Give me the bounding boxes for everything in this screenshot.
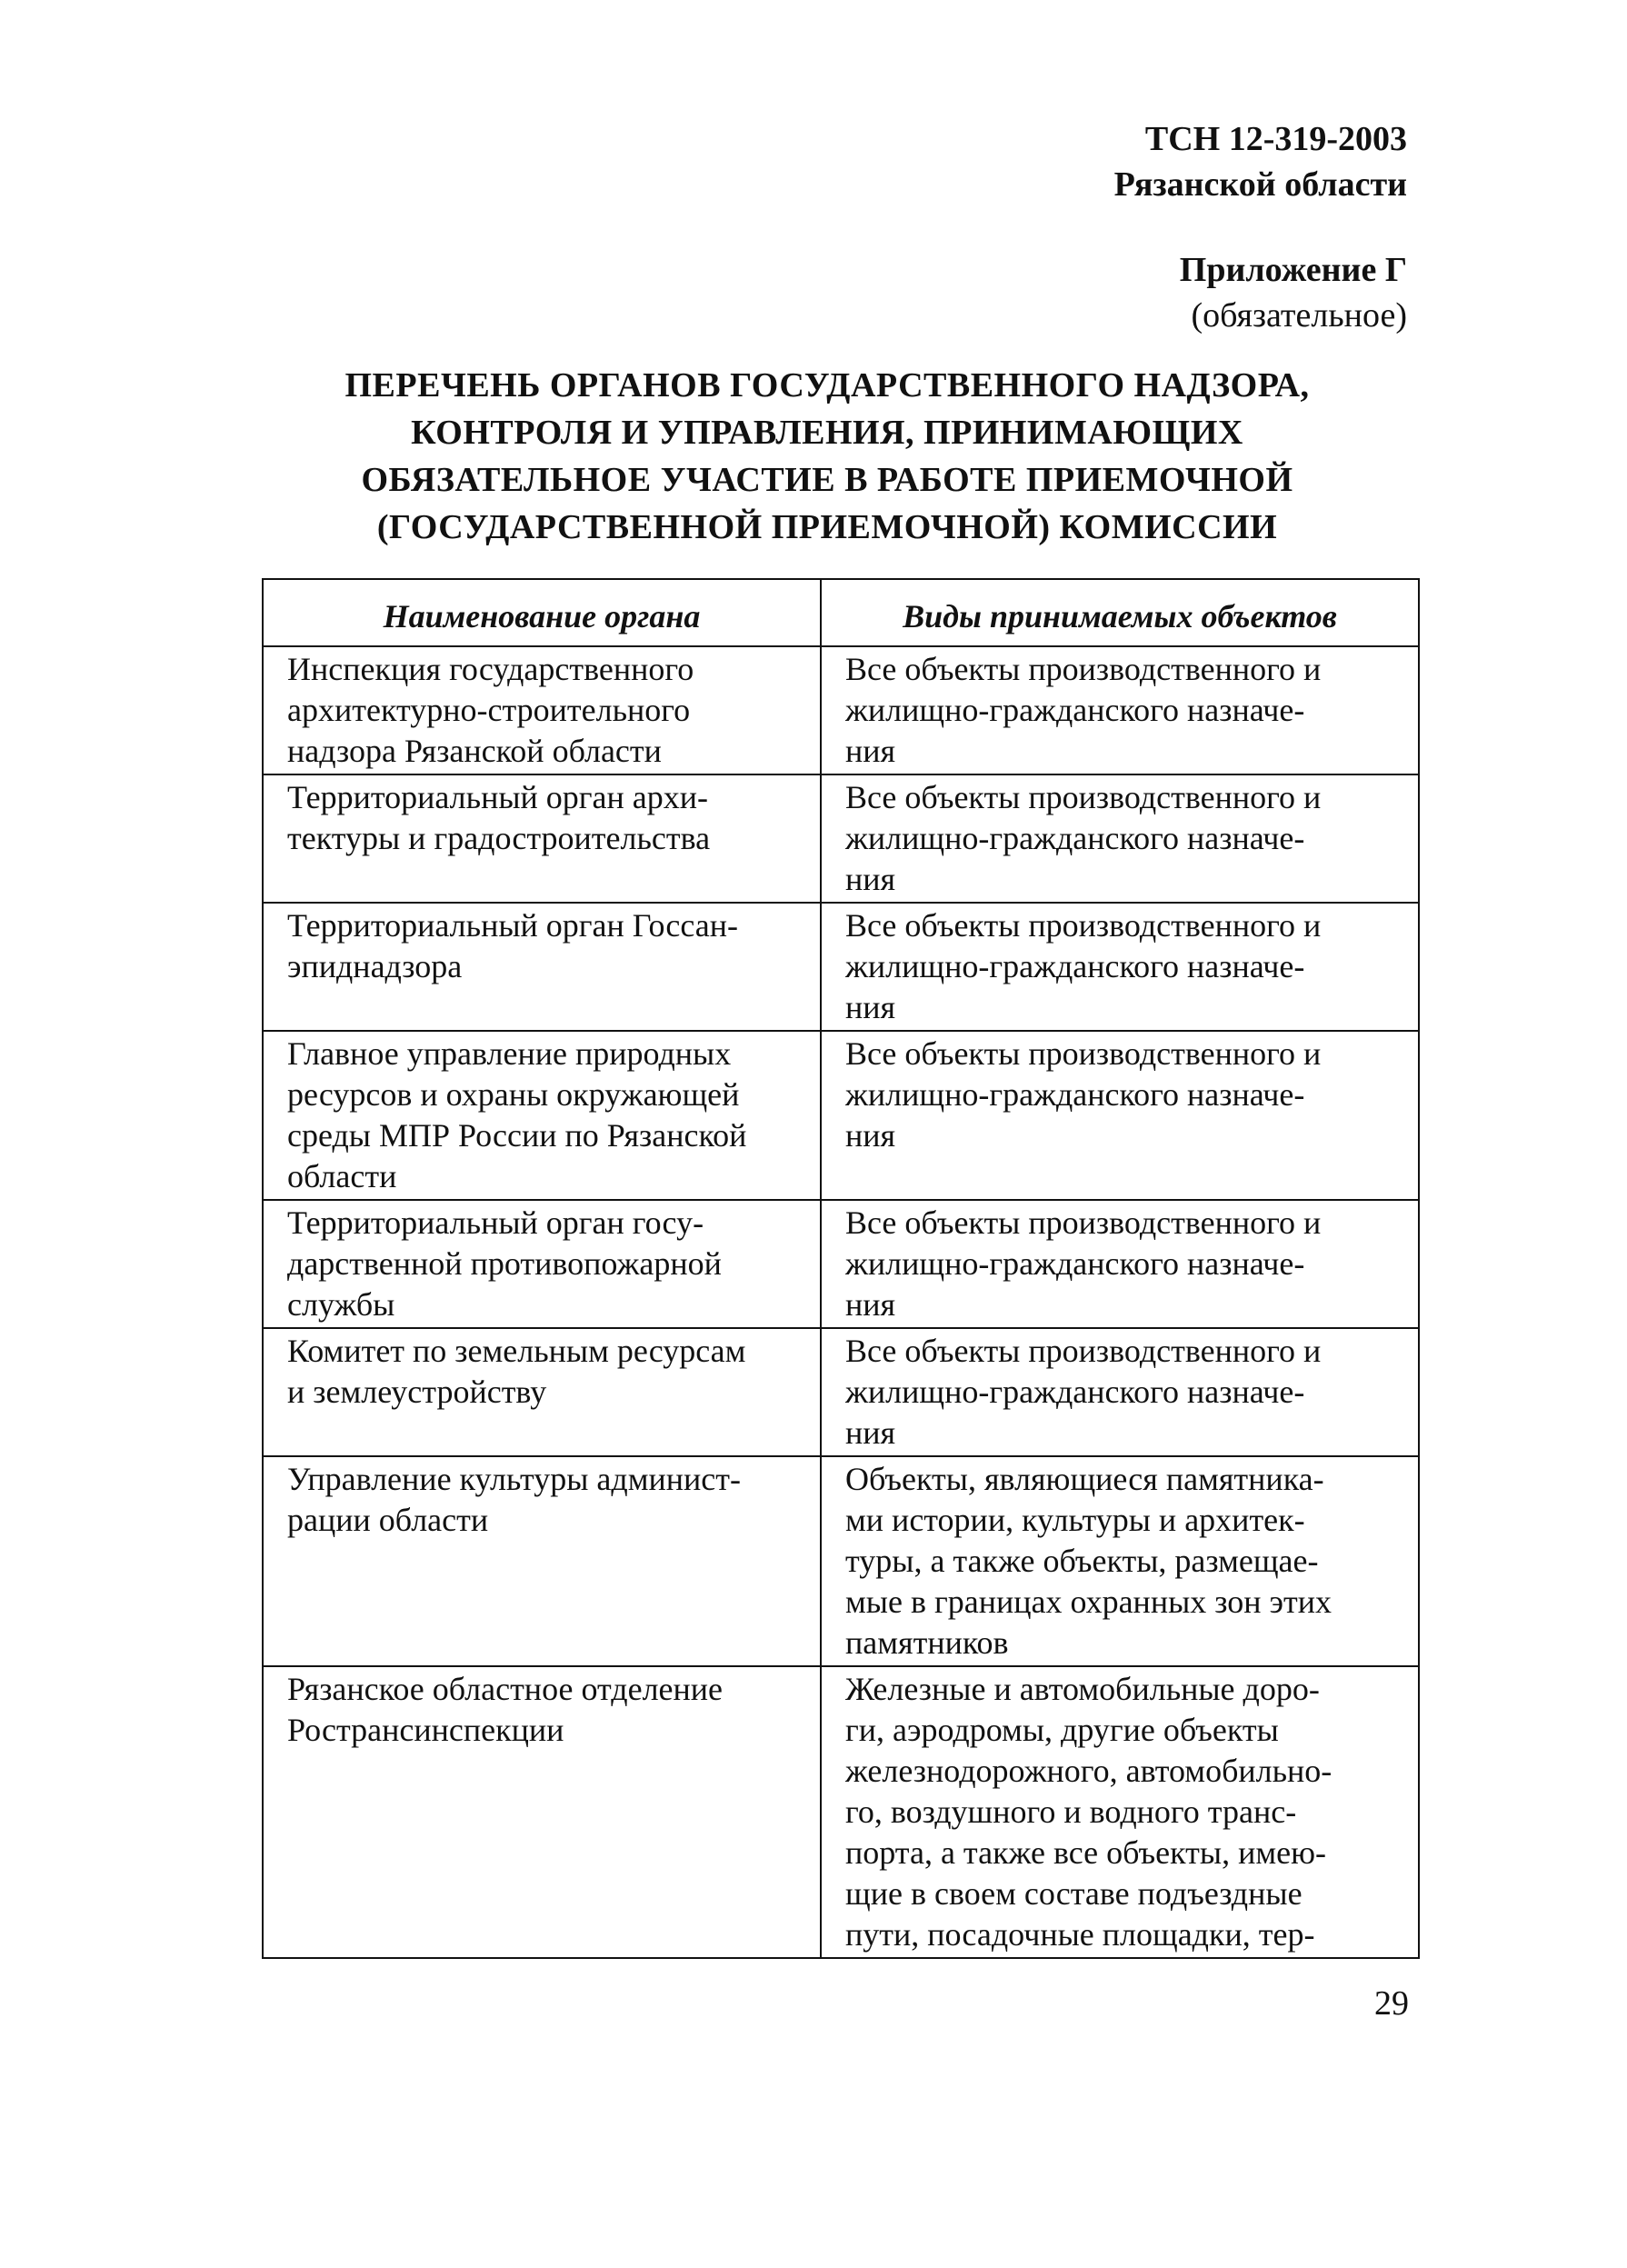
organ-cell-line: Главное управление природных bbox=[287, 1035, 732, 1072]
title-line: ПЕРЕЧЕНЬ ОРГАНОВ ГОСУДАРСТВЕННОГО НАДЗОРА, bbox=[344, 366, 1310, 405]
organ-cell-line: службы bbox=[287, 1286, 395, 1323]
objects-cell bbox=[821, 1200, 1419, 1328]
objects-cell-line: ния bbox=[845, 1117, 896, 1154]
organs-table bbox=[262, 578, 1420, 1959]
organ-cell-line: эпиднадзора bbox=[287, 948, 463, 984]
organ-cell bbox=[263, 774, 821, 903]
column-header-organ: Наименование органа bbox=[263, 579, 821, 646]
objects-cell bbox=[821, 646, 1419, 774]
document-code: ТСН 12-319-2003 bbox=[1144, 120, 1407, 158]
objects-cell-line: памятников bbox=[845, 1624, 1009, 1661]
objects-cell-line: жилищно-гражданского назначе- bbox=[845, 820, 1305, 856]
objects-cell-line: Железные и автомобильные доро- bbox=[845, 1671, 1320, 1707]
organs-table-wrapper bbox=[262, 578, 1418, 1959]
organ-cell-line: архитектурно-строительного bbox=[287, 692, 691, 728]
document-code-block bbox=[1114, 116, 1407, 207]
objects-cell-line: Все объекты производственного и bbox=[845, 651, 1322, 687]
objects-cell-line: щие в своем составе подъездные bbox=[845, 1875, 1303, 1912]
title-line: КОНТРОЛЯ И УПРАВЛЕНИЯ, ПРИНИМАЮЩИХ bbox=[411, 414, 1243, 452]
organ-cell bbox=[263, 1456, 821, 1666]
objects-cell-line: туры, а также объекты, размещае- bbox=[845, 1543, 1319, 1579]
organ-cell-line: среды МПР России по Рязанской bbox=[287, 1117, 747, 1154]
objects-cell-line: ния bbox=[845, 1286, 896, 1323]
objects-cell-line: мые в границах охранных зон этих bbox=[845, 1584, 1332, 1620]
appendix-status: (обязательное) bbox=[1191, 296, 1407, 335]
organ-cell-line: Рязанское областное отделение bbox=[287, 1671, 724, 1707]
organ-cell-line: Комитет по земельным ресурсам bbox=[287, 1333, 746, 1369]
table-row bbox=[263, 1328, 1419, 1456]
objects-cell-line: жилищно-гражданского назначе- bbox=[845, 948, 1305, 984]
objects-cell-line: Все объекты производственного и bbox=[845, 1035, 1322, 1072]
objects-cell-line: жилищно-гражданского назначе- bbox=[845, 1076, 1305, 1113]
organ-cell bbox=[263, 903, 821, 1031]
organ-cell bbox=[263, 1328, 821, 1456]
appendix-title: Приложение Г bbox=[1179, 251, 1407, 289]
table-row bbox=[263, 1031, 1419, 1200]
document-region: Рязанской области bbox=[1113, 165, 1407, 204]
title-line: ОБЯЗАТЕЛЬНОЕ УЧАСТИЕ В РАБОТЕ ПРИЕМОЧНОЙ bbox=[361, 461, 1293, 499]
column-header-objects: Виды принимаемых объектов bbox=[821, 579, 1419, 646]
objects-cell-line: ния bbox=[845, 1414, 896, 1451]
table-body bbox=[263, 646, 1419, 1958]
objects-cell-line: жилищно-гражданского назначе- bbox=[845, 692, 1305, 728]
objects-cell-line: ния bbox=[845, 989, 896, 1025]
objects-cell-line: железнодорожного, автомобильно- bbox=[845, 1753, 1333, 1789]
organ-cell bbox=[263, 1031, 821, 1200]
organ-cell-line: Территориальный орган Госсан- bbox=[287, 907, 738, 944]
objects-cell-line: Все объекты производственного и bbox=[845, 1204, 1322, 1241]
objects-cell-line: жилищно-гражданского назначе- bbox=[845, 1245, 1305, 1282]
objects-cell-line: Все объекты производственного и bbox=[845, 907, 1322, 944]
organ-cell-line: ресурсов и охраны окружающей bbox=[287, 1076, 740, 1113]
objects-cell bbox=[821, 1666, 1419, 1958]
organ-cell-line: надзора Рязанской области bbox=[287, 733, 662, 769]
objects-cell-line: порта, а также все объекты, имею- bbox=[845, 1834, 1326, 1871]
objects-cell-line: пути, посадочные площадки, тер- bbox=[845, 1916, 1315, 1953]
organ-cell-line: Управление культуры админист- bbox=[287, 1461, 741, 1497]
objects-cell-line: Все объекты производственного и bbox=[845, 779, 1322, 815]
objects-cell-line: ния bbox=[845, 861, 896, 897]
title-line: (ГОСУДАРСТВЕННОЙ ПРИЕМОЧНОЙ) КОМИССИИ bbox=[376, 508, 1278, 546]
table-header-row bbox=[263, 579, 1419, 646]
organ-cell-line: Ространсинспекции bbox=[287, 1712, 564, 1748]
objects-cell-line: Все объекты производственного и bbox=[845, 1333, 1322, 1369]
page-number: 29 bbox=[1374, 1984, 1409, 2023]
organ-cell-line: Территориальный орган госу- bbox=[287, 1204, 704, 1241]
organ-cell-line: области bbox=[287, 1158, 397, 1194]
objects-cell-line: ния bbox=[845, 733, 896, 769]
objects-cell bbox=[821, 1456, 1419, 1666]
organ-cell-line: и землеустройству bbox=[287, 1374, 547, 1410]
objects-cell-line: Объекты, являющиеся памятника- bbox=[845, 1461, 1324, 1497]
organ-cell-line: Инспекция государственного bbox=[287, 651, 694, 687]
objects-cell bbox=[821, 774, 1419, 903]
table-row bbox=[263, 774, 1419, 903]
organ-cell-line: Территориальный орган архи- bbox=[287, 779, 709, 815]
objects-cell-line: ми истории, культуры и архитек- bbox=[845, 1502, 1305, 1538]
organ-cell bbox=[263, 1666, 821, 1958]
organ-cell bbox=[263, 1200, 821, 1328]
objects-cell-line: жилищно-гражданского назначе- bbox=[845, 1374, 1305, 1410]
appendix-block bbox=[1180, 247, 1407, 338]
objects-cell bbox=[821, 1328, 1419, 1456]
organ-cell-line: дарственной противопожарной bbox=[287, 1245, 722, 1282]
table-row bbox=[263, 646, 1419, 774]
table-row bbox=[263, 1456, 1419, 1666]
organ-cell-line: рации области bbox=[287, 1502, 489, 1538]
table-row bbox=[263, 1666, 1419, 1958]
objects-cell bbox=[821, 1031, 1419, 1200]
organ-cell bbox=[263, 646, 821, 774]
table-row bbox=[263, 1200, 1419, 1328]
objects-cell bbox=[821, 903, 1419, 1031]
objects-cell-line: го, воздушного и водного транс- bbox=[845, 1793, 1297, 1830]
organ-cell-line: тектуры и градостроительства bbox=[287, 820, 711, 856]
objects-cell-line: ги, аэродромы, другие объекты bbox=[845, 1712, 1279, 1748]
page-title bbox=[264, 362, 1391, 551]
table-row bbox=[263, 903, 1419, 1031]
